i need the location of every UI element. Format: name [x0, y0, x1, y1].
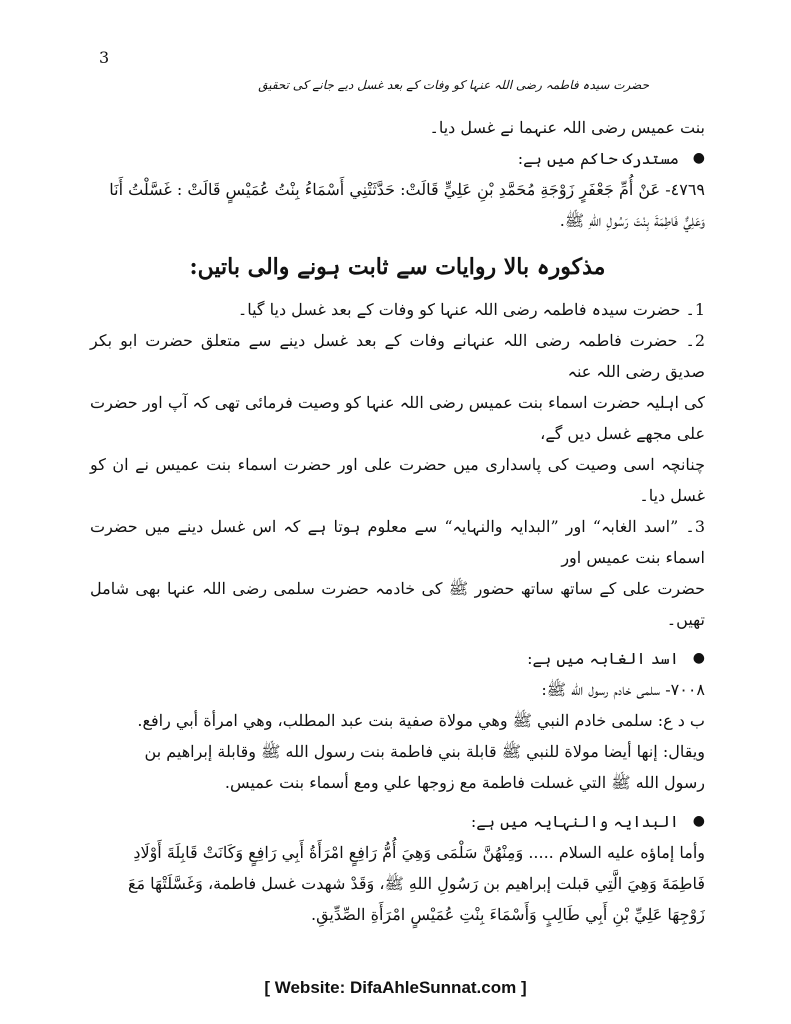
- bullet-icon: ●: [692, 813, 705, 829]
- page-body: [90, 112, 705, 930]
- running-header: حضرت سیدہ فاطمہ رضی اللہ عنہا کو وفات کے بعد غسل دیے جانے کی تحقیق: [258, 78, 649, 92]
- mustadrak-heading-text: مستدرک حاکم میں ہے:: [517, 149, 679, 168]
- mustadrak-heading: [90, 143, 705, 174]
- mustadrak-hadith-line: ٤٧٦٩- عَنْ أُمِّ جَعْفَرٍ زَوْجَةِ مُحَمَّدِ بْنِ عَلِيٍّ قَالَتْ: حَدَّثَتْنِي أَسْمَاءُ بِنْتُ عُمَيْسٍ قَالَتْ : غَسَّلْتُ أَنَا: [109, 180, 705, 199]
- intro-line: بنت عمیس رضی اللہ عنہما نے غسل دیا۔: [429, 118, 705, 137]
- point-3-line: حضرت علی کے ساتھ ساتھ حضور ﷺ کی خادمہ حضرت سلمی رضی اللہ عنہا بھی شامل تھیں۔: [90, 579, 705, 629]
- point-3-line: 3۔ ”اسد الغابہ“ اور ”البدایہ والنہایہ“ سے معلوم ہوتا ہے کہ اس غسل دینے میں حضرت اسماء بنت عمیس اور: [90, 517, 705, 567]
- usd-al-ghaba-entry-title: ٧٠٠٨- سلمى خادم رسول الله ﷺ:: [541, 680, 705, 699]
- mustadrak-hadith-line: وَعَلِيٌّ فَاطِمَةَ بِنْتَ رَسُولِ اللهِ ﷺ.: [559, 211, 705, 230]
- usd-al-ghaba-line: ب د ع: سلمى خادم النبي ﷺ وهي مولاة صفية بنت عبد المطلب، وهي امرأة أبي رافع.: [137, 711, 705, 730]
- usd-al-ghaba-heading: [90, 643, 705, 674]
- bullet-icon: ●: [692, 150, 705, 166]
- section-title: مذکورہ بالا روایات سے ثابت ہونے والی باتیں:: [189, 254, 606, 280]
- bullet-icon: ●: [692, 650, 705, 666]
- bidaya-heading: [90, 806, 705, 837]
- point-2-line: کی اہلیہ حضرت اسماء بنت عمیس رضی اللہ عنہا کو وصیت فرمائی تھی کہ آپ اور حضرت علی مجھے غسل دیں گے،: [90, 393, 705, 443]
- point-2-line: چنانچہ اسی وصیت کی پاسداری میں حضرت علی اور حضرت اسماء بنت عمیس نے ان کو غسل دیا۔: [90, 455, 706, 505]
- page-number: 3: [99, 48, 110, 67]
- bidaya-line: زَوْجِهَا عَلِيِّ بْنِ أَبِي طَالِبٍ وَأَسْمَاءَ بِنْتِ عُمَيْسٍ امْرَأَةِ الصِّدِّيقِ.: [311, 905, 705, 924]
- usd-al-ghaba-heading-text: اسد الغابہ میں ہے:: [527, 649, 679, 668]
- usd-al-ghaba-line: ويقال: إنها أيضا مولاة للنبي ﷺ قابلة بني فاطمة بنت رسول الله ﷺ وقابلة إبراهيم بن: [144, 742, 705, 761]
- point-1: 1۔ حضرت سیدہ فاطمہ رضی اللہ عنہا کو وفات کے بعد غسل دیا گیا۔: [237, 300, 705, 319]
- point-2-line: 2۔ حضرت فاطمہ رضی اللہ عنہانے وفات کے بعد غسل دینے سے متعلق حضرت ابو بکر صدیق رضی اللہ عنہ: [90, 331, 705, 381]
- bidaya-line: فَاطِمَةَ وَهِيَ الَّتِي قبلت إبراهيم بن رَسُولِ اللهِ ﷺ، وَقَدْ شهدت غسل فاطمة، وَغَسَّلَتْهَا مَعَ: [127, 874, 705, 893]
- bidaya-heading-text: البدایہ والنہایہ میں ہے:: [470, 812, 679, 831]
- usd-al-ghaba-line: رسول الله ﷺ التي غسلت فاطمة مع زوجها علي ومع أسماء بنت عميس.: [224, 773, 705, 792]
- footer-website: [ Website: DifaAhleSunnat.com ]: [264, 978, 527, 997]
- bidaya-line: وأما إماؤه عليه السلام ..... وَمِنْهُنَّ سَلْمَى وَهِيَ أُمُّ رَافِعٍ امْرَأَةُ أَبِي رَافِعٍ وَكَانَتْ قَابِلَةَ أَوْلَادِ: [133, 843, 705, 862]
